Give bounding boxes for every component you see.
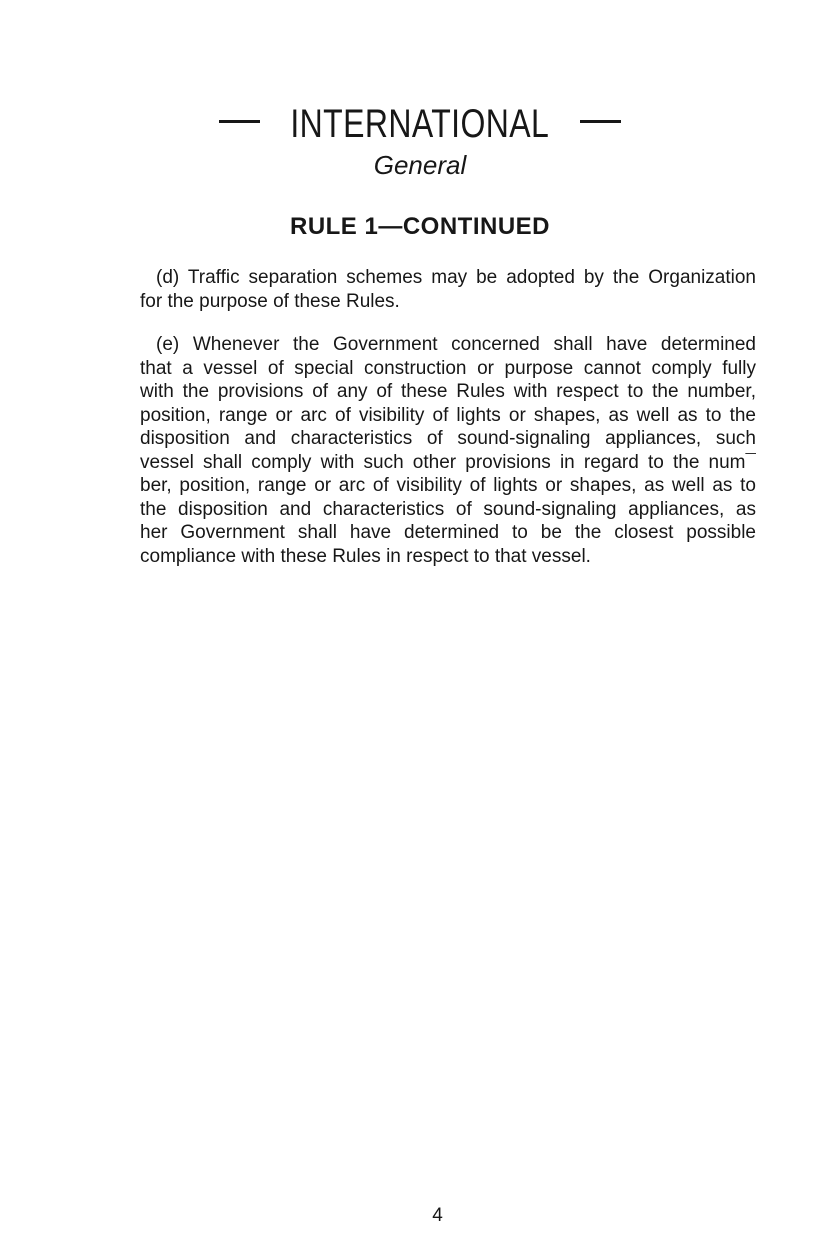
text-line: (d) Traffic separation schemes may be adopted by the Organization (156, 267, 756, 288)
text-line: the disposition and characteristics of sound-signaling appliances, as (140, 498, 756, 520)
title-left-rule (219, 120, 260, 123)
paragraph-e (140, 333, 756, 568)
text-line: her Government shall have determined to be the closest possible (140, 522, 756, 543)
text-line: position, range or arc of visibility of lights or shapes, as well as to the (140, 404, 756, 426)
text-line: that a vessel of special construction or purpose cannot comply fully (140, 357, 756, 379)
text-line: (e) Whenever the Government concerned shall have determined (156, 334, 756, 355)
title-right-rule (580, 120, 621, 123)
text-line: compliance with these Rules in respect to that vessel. (140, 545, 591, 567)
rule-heading: RULE 1—CONTINUED (289, 213, 550, 240)
text-line: ber, position, range or arc of visibility of lights or shapes, as well as to (140, 475, 756, 496)
text-line: with the provisions of any of these Rules with respect to the number, (140, 381, 756, 402)
rule-text (140, 266, 756, 588)
page-title: INTERNATIONAL (290, 102, 550, 146)
page-number: 4 (432, 1205, 443, 1226)
text-line: vessel shall comply with such other provisions in regard to the num¯ (140, 451, 756, 473)
page-subtitle: General (373, 150, 467, 180)
text-line: disposition and characteristics of sound-signaling appliances, such (140, 428, 756, 449)
paragraph-d (140, 266, 756, 313)
text-line: for the purpose of these Rules. (140, 290, 400, 312)
title-row (0, 102, 840, 146)
